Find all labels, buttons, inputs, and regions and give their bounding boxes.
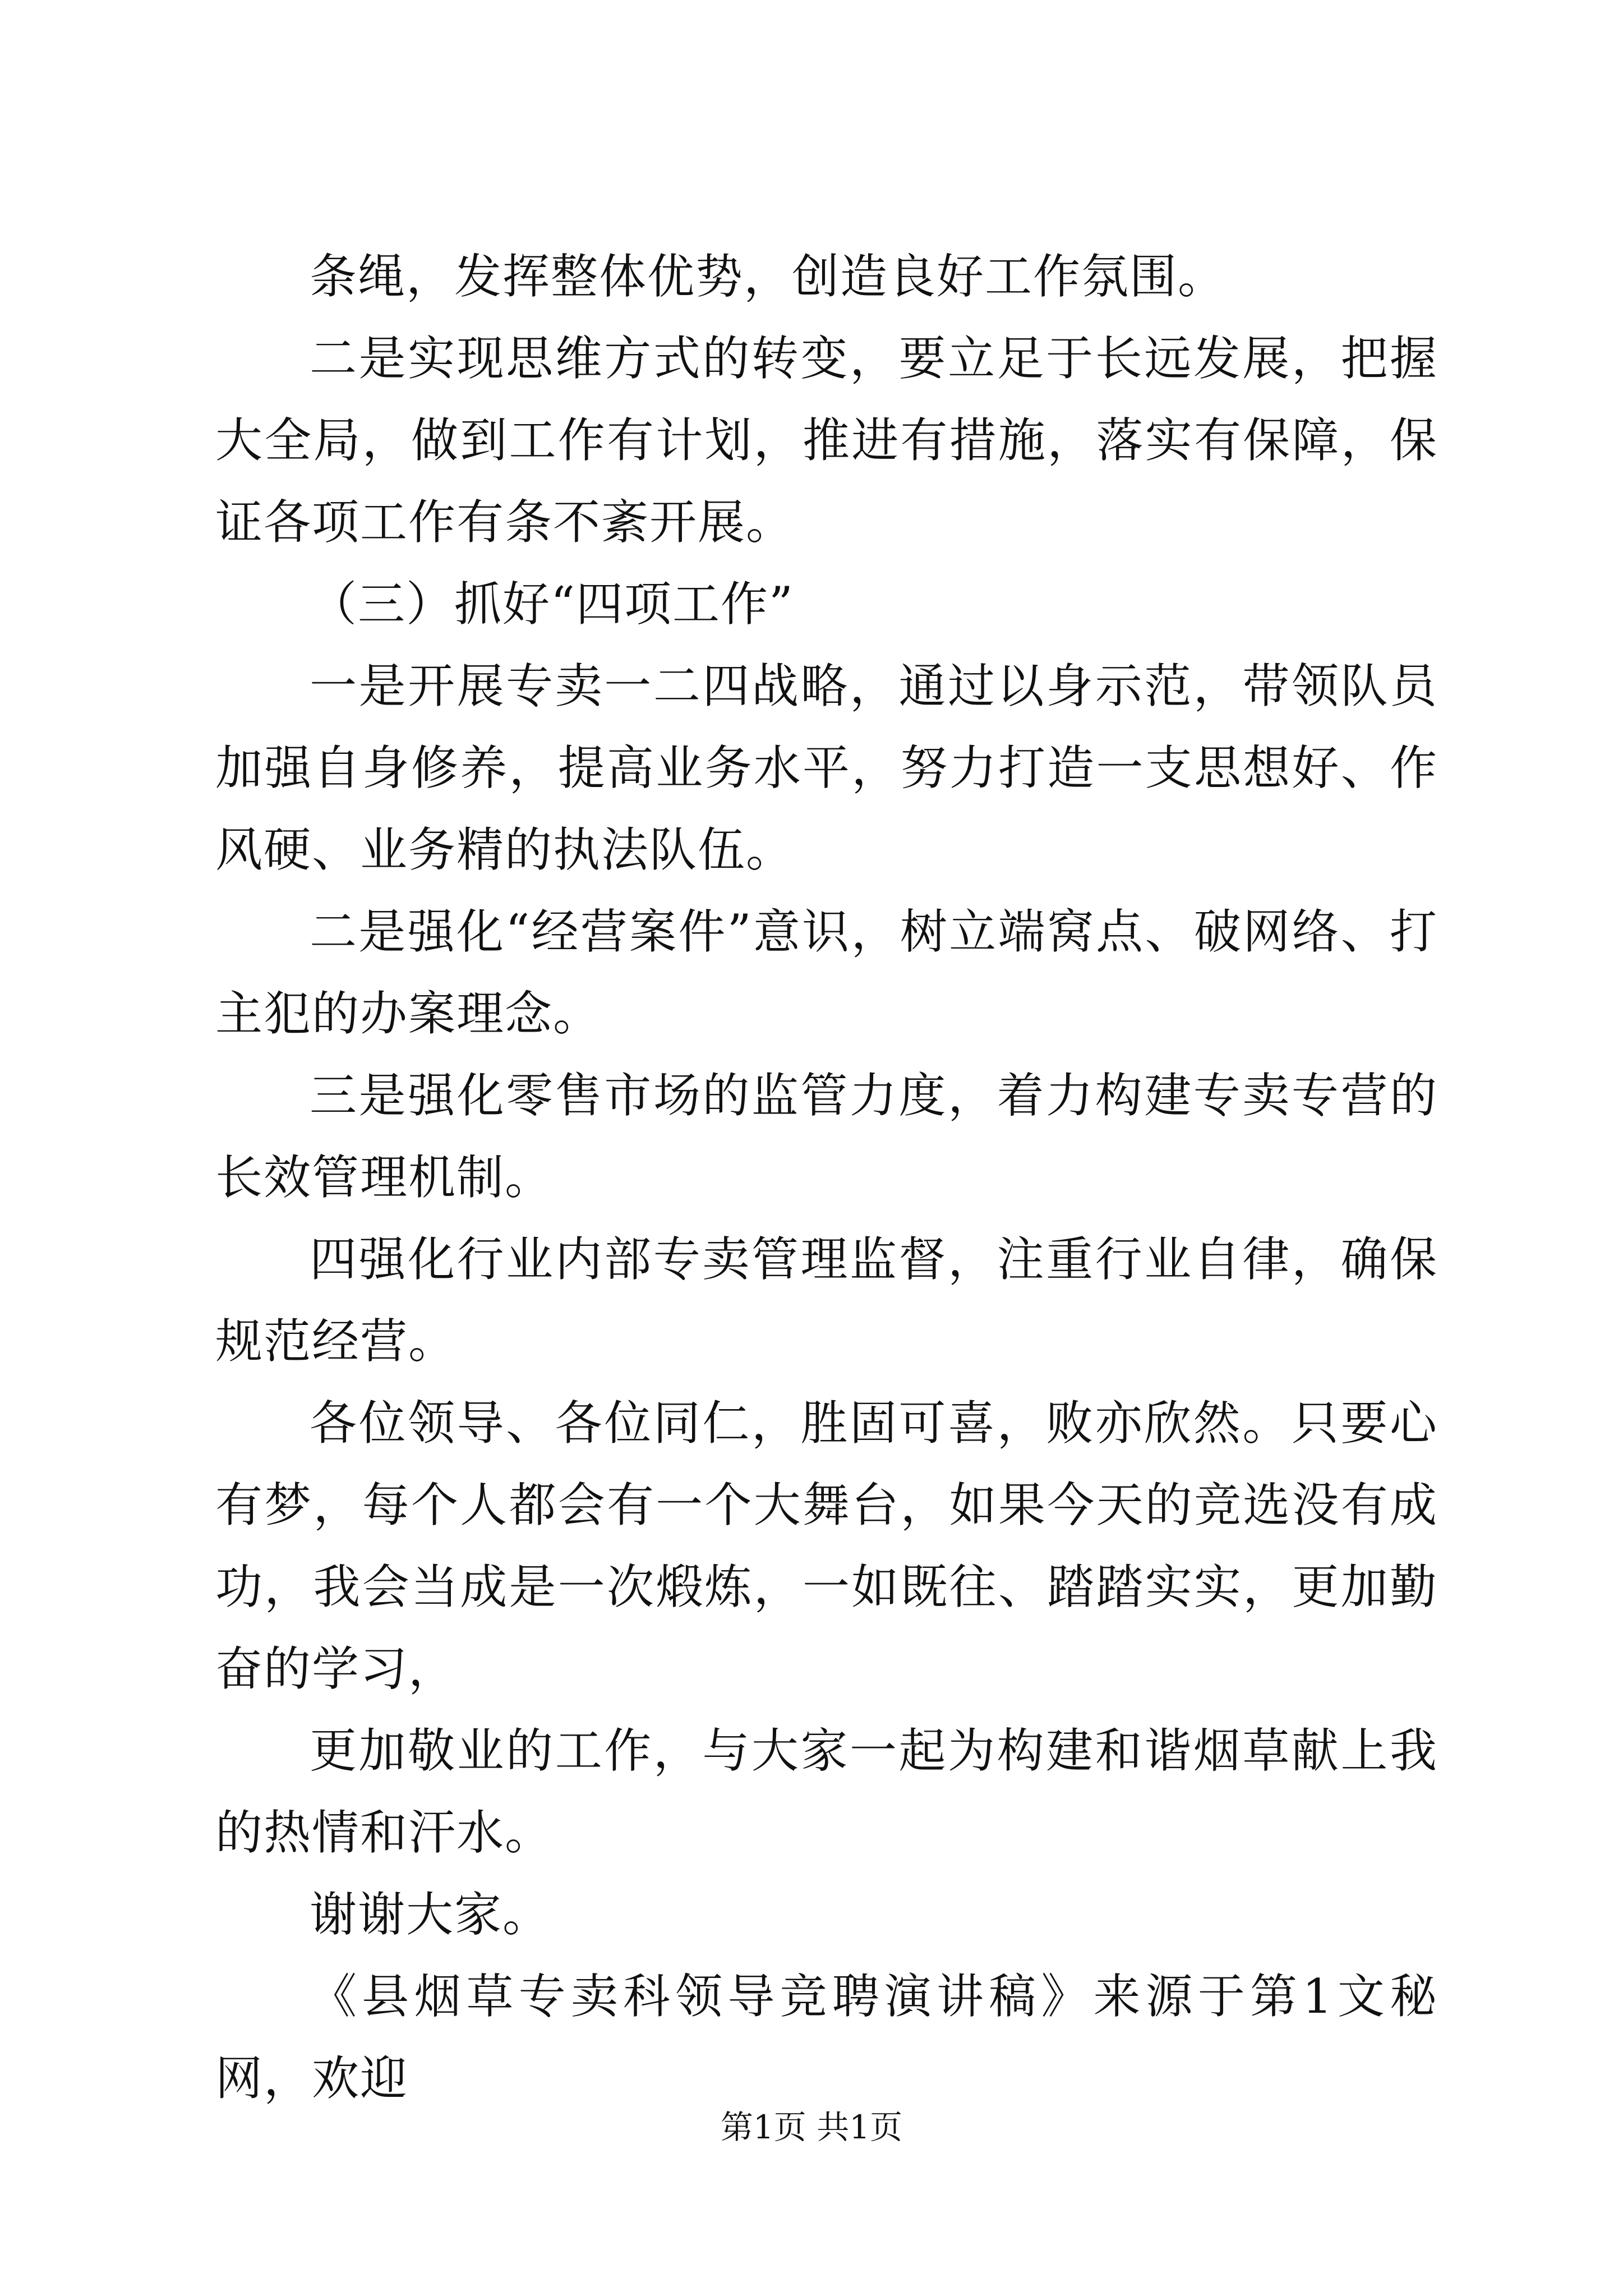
paragraph-10: 谢谢大家。 (310, 1887, 551, 1942)
paragraph-8: 各位领导、各位同仁，胜固可喜，败亦欣然。只要心有梦，每个人都会有一个大舞台，如果今天的竞选没有成功，我会当成是一次煅炼，一如既往、踏踏实实，更加勤奋的学习， (215, 1396, 1438, 1696)
paragraph-2: 二是实现思维方式的转变，要立足于长远发展，把握大全局，做到工作有计划，推进有措施，落实有保障，保证各项工作有条不紊开展。 (215, 331, 1438, 550)
paragraph-6: 三是强化零售市场的监管力度，着力构建专卖专营的长效管理机制。 (215, 1068, 1438, 1205)
page-footer: 第1页 共1页 (720, 2108, 903, 2146)
paragraph-1: 条绳，发挥整体优势，创造良好工作氛围。 (310, 249, 1227, 304)
paragraph-5: 二是强化“经营案件”意识，树立端窝点、破网络、打主犯的办案理念。 (215, 904, 1438, 1041)
document-body (215, 236, 1438, 2119)
paragraph-9: 更加敬业的工作，与大家一起为构建和谐烟草献上我的热情和汗水。 (215, 1723, 1438, 1860)
paragraph-11: 《县烟草专卖科领导竞聘演讲稿》来源于第1文秘网，欢迎 (215, 1969, 1438, 2106)
section-heading-3: （三）抓好“四项工作” (310, 577, 794, 632)
paragraph-4: 一是开展专卖一二四战略，通过以身示范，带领队员加强自身修养，提高业务水平，努力打造一支思想好、作风硬、业务精的执法队伍。 (215, 659, 1438, 877)
paragraph-7: 四强化行业内部专卖管理监督，注重行业自律，确保规范经营。 (215, 1232, 1438, 1369)
